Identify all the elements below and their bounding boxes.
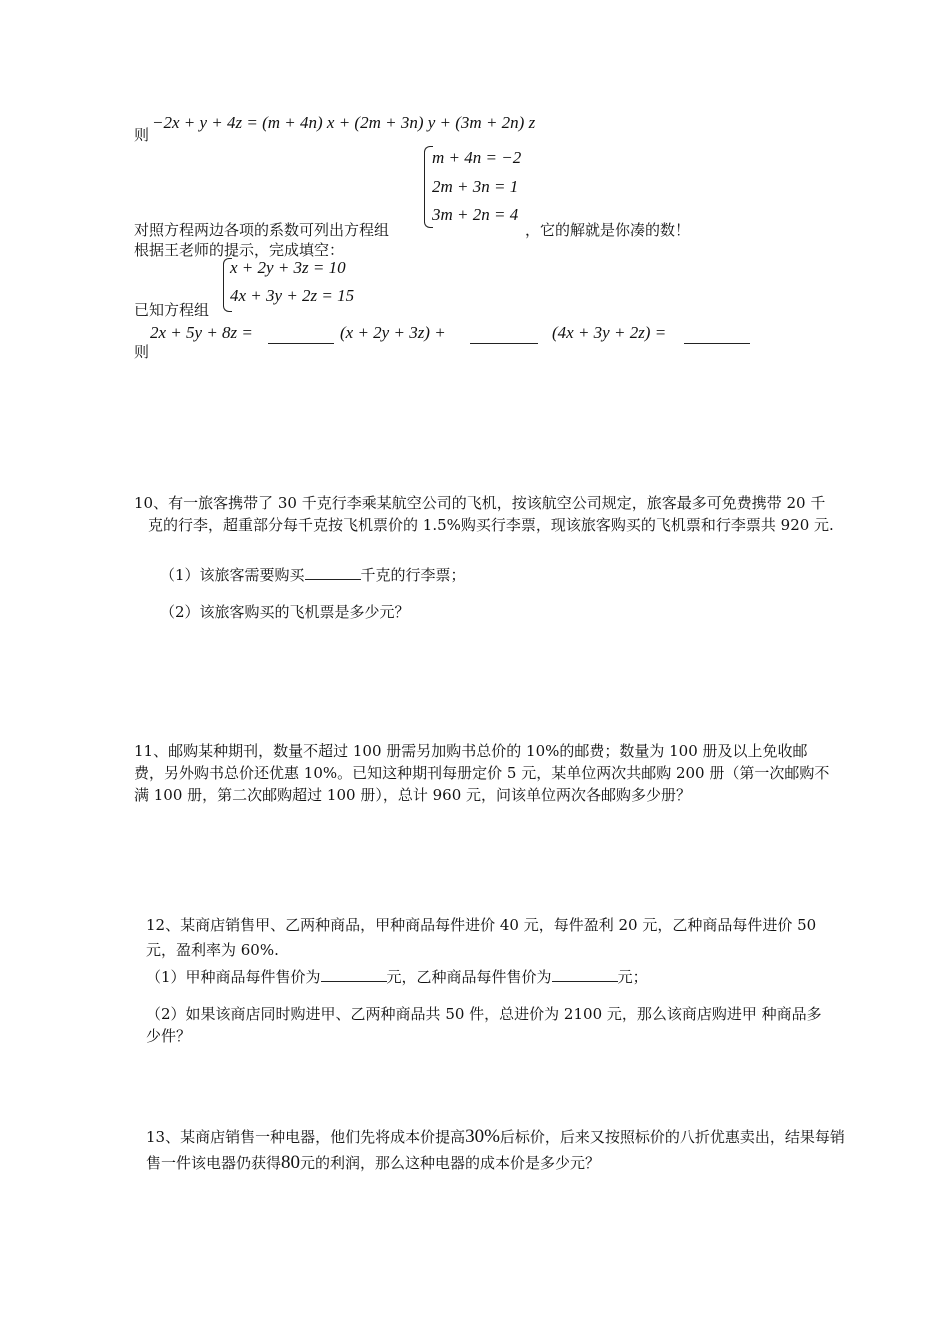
identity-equation: −2x + y + 4z = (m + 4n) x + (2m + 3n) y + (3m + 2n) z	[152, 113, 536, 132]
system2-prefix: 已知方程组	[134, 301, 210, 319]
question-13-text-a: 13、某商店销售一种电器，他们先将成本价提高	[146, 1128, 466, 1146]
question-10-part1-a: （1）该旅客需要购买	[160, 566, 305, 584]
question-13-profit: 80	[281, 1152, 301, 1173]
question-12-part1-b: 元，乙种商品每件售价为	[386, 968, 552, 986]
system1-eq3: 3m + 2n = 4	[432, 205, 519, 224]
term-2: (4x + 3y + 2z) =	[552, 323, 667, 342]
question-12-blank-1[interactable]	[321, 967, 387, 982]
blank-coefficient-2[interactable]	[470, 329, 538, 344]
line1-prefix: 则	[134, 126, 150, 144]
question-10-part2: （2）该旅客购买的飞机票是多少元？	[160, 603, 410, 621]
system1-eq2: 2m + 3n = 1	[432, 177, 519, 196]
question-13-text-c: 元的利润，那么这种电器的成本价是多少元？	[300, 1154, 601, 1172]
question-12-part1-a: （1）甲种商品每件售价为	[146, 968, 321, 986]
question-10-blank[interactable]	[305, 565, 361, 580]
question-13-percent: 30%	[465, 1126, 500, 1147]
question-12-part1	[146, 966, 648, 988]
system1-eq1: m + 4n = −2	[432, 148, 522, 167]
question-10-part1-b: 千克的行李票；	[360, 566, 466, 584]
line5-prefix: 则	[134, 343, 150, 361]
blank-coefficient-1[interactable]	[268, 329, 334, 344]
system2-eq2: 4x + 3y + 2z = 15	[230, 286, 355, 305]
question-12-part1-c: 元；	[617, 968, 648, 986]
question-10	[134, 492, 834, 536]
system-instruction: 对照方程两边各项的系数可列出方程组	[134, 221, 390, 239]
question-13	[146, 1124, 846, 1176]
question-13-text-b: 后标价，后来又按照标价的八折优惠卖出，结果每销售一件该电器仍获得	[146, 1128, 845, 1172]
hint-line: 根据王老师的提示，完成填空：	[134, 241, 345, 259]
system2-eq1: x + 2y + 3z = 10	[230, 258, 346, 277]
question-11: 11、邮购某种期刊，数量不超过 100 册需另加购书总价的 10%的邮费；数量为 100 册及以上免收邮费，另外购书总价还优惠 10%。已知这种期刊每册定价 5 元，某单位两次共邮购 200 册（第一次邮购不满 100 册，第二次邮购超过 100 册），总计 960 元，问该单位两次各邮购多少册？	[134, 742, 830, 804]
question-10-text: 10、有一旅客携带了 30 千克行李乘某航空公司的飞机，按该航空公司规定，旅客最多可免费携带 20 千克的行李，超重部分每千克按飞机票价的 1.5%购买行李票，现该旅客购买的飞机票和行李票共 920 元.	[134, 494, 834, 534]
term-1: (x + 2y + 3z) +	[340, 323, 446, 342]
question-10-part1	[160, 564, 466, 586]
system-instruction-suffix: ，它的解就是你凑的数！	[525, 221, 691, 239]
blank-result[interactable]	[684, 329, 750, 344]
question-12: 12、某商店销售甲、乙两种商品，甲种商品每件进价 40 元，每件盈利 20 元，乙种商品每件进价 50 元，盈利率为 60%.	[146, 916, 817, 959]
question-12-blank-2[interactable]	[552, 967, 618, 982]
question-12-part2: （2）如果该商店同时购进甲、乙两种商品共 50 件，总进价为 2100 元，那么该商店购进甲 种商品多少件？	[146, 1005, 822, 1045]
target-expression: 2x + 5y + 8z =	[150, 323, 253, 342]
